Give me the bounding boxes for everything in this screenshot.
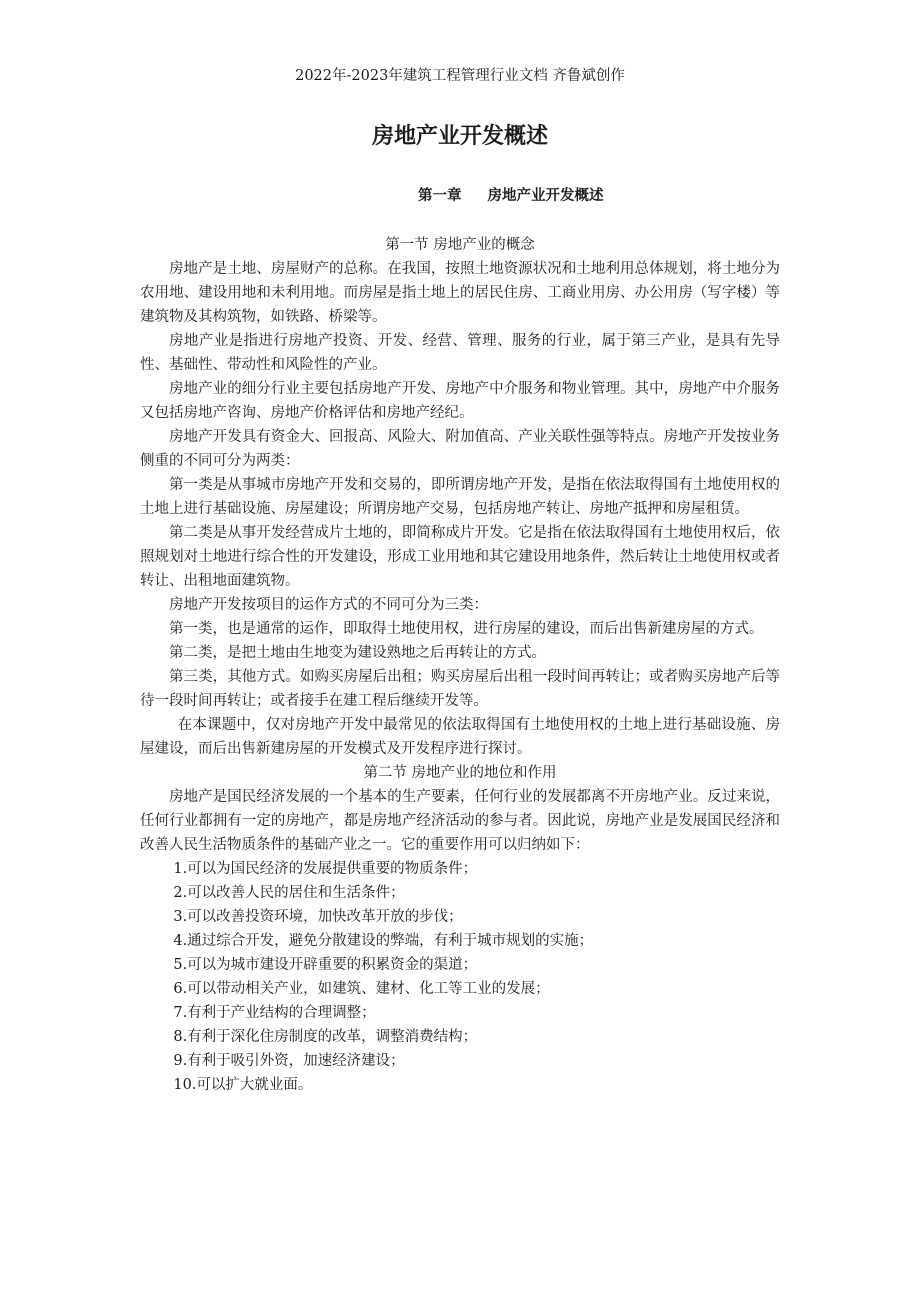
list-item: 10.可以扩大就业面。 (173, 1077, 313, 1093)
paragraph: 房地产是土地、房屋财产的总称。在我国，按照土地资源状况和土地利用总体规划，将土地分为农用地、建设用地和未利用地。而房屋是指土地上的居民住房、工商业用房、办公用房（写字楼）等建筑物及其构筑物，如铁路、桥梁等。 (140, 261, 780, 325)
chapter-number: 第一章 (418, 187, 462, 204)
paragraph: 房地产开发按项目的运作方式的不同可分为三类： (169, 597, 488, 613)
paragraph: 房地产业的细分行业主要包括房地产开发、房地产中介服务和物业管理。其中，房地产中介服务又包括房地产咨询、房地产价格评估和房地产经纪。 (140, 381, 780, 421)
paragraph: 房地产业是指进行房地产投资、开发、经营、管理、服务的行业，属于第三产业，是具有先导性、基础性、带动性和风险性的产业。 (140, 333, 780, 373)
section-2-title: 第二节 房地产业的地位和作用 (363, 765, 557, 781)
list-item: 9.有利于吸引外资，加速经济建设； (173, 1053, 405, 1069)
paragraph: 第一类是从事城市房地产开发和交易的，即所谓房地产开发，是指在依法取得国有土地使用权的土地上进行基础设施、房屋建设；所谓房地产交易，包括房地产转让、房地产抵押和房屋租赁。 (140, 477, 780, 517)
list-item: 4.通过综合开发，避免分散建设的弊端，有利于城市规划的实施； (173, 933, 594, 949)
list-item: 5.可以为城市建设开辟重要的积累资金的渠道； (173, 957, 478, 973)
section-1-title: 第一节 房地产业的概念 (385, 237, 535, 253)
list-item: 3.可以改善投资环境，加快改革开放的步伐； (173, 909, 463, 925)
paragraph: 房地产开发具有资金大、回报高、风险大、附加值高、产业关联性强等特点。房地产开发按业务侧重的不同可分为两类： (140, 429, 780, 469)
chapter-heading (418, 186, 604, 206)
document-title: 房地产业开发概述 (371, 123, 548, 149)
list-item: 6.可以带动相关产业，如建筑、建材、化工等工业的发展； (173, 981, 550, 997)
document-body (140, 233, 780, 1097)
paragraph: 在本课题中，仅对房地产开发中最常见的依法取得国有土地使用权的土地上进行基础设施、房屋建设，而后出售新建房屋的开发模式及开发程序进行探讨。 (140, 717, 780, 757)
paragraph: 第三类，其他方式。如购买房屋后出租；购买房屋后出租一段时间再转让；或者购买房地产后等待一段时间再转让；或者接手在建工程后继续开发等。 (140, 669, 780, 709)
list-item: 7.有利于产业结构的合理调整； (173, 1005, 376, 1021)
paragraph: 第二类，是把土地由生地变为建设熟地之后再转让的方式。 (169, 645, 546, 661)
paragraph: 第二类是从事开发经营成片土地的，即简称成片开发。它是指在依法取得国有土地使用权后，依照规划对土地进行综合性的开发建设，形成工业用地和其它建设用地条件，然后转让土地使用权或者转让、出租地面建筑物。 (140, 525, 780, 589)
list-item: 8.有利于深化住房制度的改革，调整消费结构； (173, 1029, 478, 1045)
list-item: 1.可以为国民经济的发展提供重要的物质条件； (173, 861, 478, 877)
paragraph: 第一类，也是通常的运作，即取得土地使用权，进行房屋的建设，而后出售新建房屋的方式。 (169, 621, 764, 637)
list-item: 2.可以改善人民的居住和生活条件； (173, 885, 405, 901)
page-header: 2022年-2023年建筑工程管理行业文档 齐鲁斌创作 (295, 68, 625, 84)
chapter-name: 房地产业开发概述 (487, 187, 604, 204)
paragraph: 房地产是国民经济发展的一个基本的生产要素，任何行业的发展都离不开房地产业。反过来说，任何行业都拥有一定的房地产，都是房地产经济活动的参与者。因此说，房地产业是发展国民经济和改善人民生活物质条件的基础产业之一。它的重要作用可以归纳如下： (140, 789, 780, 853)
